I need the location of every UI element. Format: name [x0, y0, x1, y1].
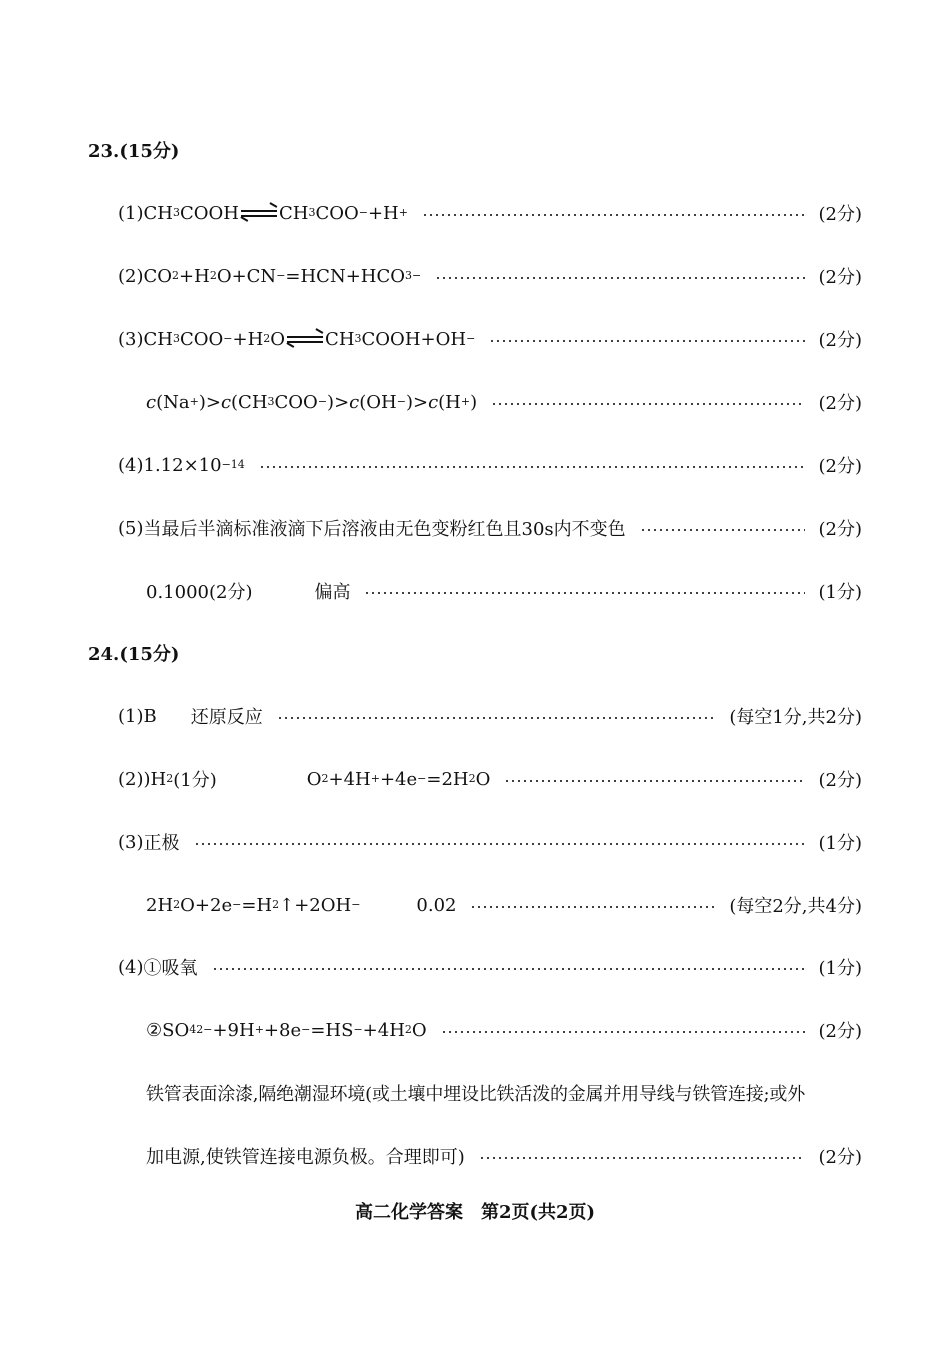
score: (2分) — [818, 456, 862, 477]
q24-part3-answer: (3) 正极 — [118, 831, 180, 854]
dot-leader — [435, 277, 804, 279]
score: (2分) — [818, 1147, 862, 1168]
score: (2分) — [818, 267, 862, 288]
concentration-order: c (Na + )> c (CH 3 COO − )> c (OH − )> c (H + ) — [146, 391, 478, 413]
q24-part3 — [0, 822, 950, 862]
q23-part5-result — [0, 571, 950, 611]
q24-part3-equation — [0, 885, 950, 925]
dot-leader — [470, 906, 715, 908]
score: (1分) — [818, 958, 862, 979]
q23-part3-answer: (3) CH 3 COO − +H 2 O CH 3 COOH+OH − — [118, 328, 476, 350]
q24-heading: 24.(15分) — [88, 644, 180, 665]
q23-part1 — [0, 193, 950, 233]
q24-part1 — [0, 696, 950, 736]
q23-part1-answer: (1) CH 3 COOH CH 3 COO − +H + — [118, 202, 408, 224]
score: (2分) — [818, 1021, 862, 1042]
page-footer: 高二化学答案 第2页(共2页) — [354, 1202, 596, 1223]
q24-part4 — [0, 947, 950, 987]
q24-part3-values: 2H 2 O+2e − =H 2 ↑+2OH − 0.02 — [146, 894, 457, 916]
score: (2分) — [818, 204, 862, 225]
dot-leader — [441, 1031, 805, 1033]
q23-heading: 23.(15分) — [88, 141, 180, 162]
q24-part1-answer: (1)B 还原反应 — [118, 705, 263, 728]
dot-leader — [479, 1157, 805, 1159]
q23-part5-answer: (5) 当最后半滴标准液滴下后溶液由无色变粉红色且30s内不变色 — [118, 517, 626, 540]
dot-leader — [489, 340, 804, 342]
score: (2分) — [818, 393, 862, 414]
score: (每空2分,共4分) — [729, 896, 862, 917]
score: (2分) — [818, 519, 862, 540]
score: (2分) — [818, 770, 862, 791]
q24-part4-answer: (4) ①吸氧 — [118, 956, 198, 979]
dot-leader — [504, 780, 804, 782]
equilibrium-arrow-icon — [287, 333, 323, 345]
dot-leader — [277, 717, 716, 719]
q24-part2-answer: (2)) H 2 (1分) O 2 +4H + +4e − =2H 2 O — [118, 768, 491, 791]
dot-leader — [194, 843, 805, 845]
q24-part4-protection-line1: 铁管表面涂漆,隔绝潮湿环境(或土壤中埋设比铁活泼的金属并用导线与铁管连接;或外 — [146, 1084, 806, 1105]
dot-leader — [422, 214, 805, 216]
q23-part2 — [0, 256, 950, 296]
q24-part2 — [0, 759, 950, 799]
score: (1分) — [818, 833, 862, 854]
q23-part5-values: 0.1000(2分) 偏高 — [146, 582, 351, 603]
dot-leader — [212, 968, 805, 970]
dot-leader — [259, 466, 805, 468]
q23-part3-concentration — [0, 382, 950, 422]
q23-part4-answer: (4) 1.12×10 −14 — [118, 454, 245, 476]
protection-text-end: 加电源,使铁管连接电源负极。合理即可) — [146, 1147, 465, 1168]
dot-leader — [640, 529, 805, 531]
q23-part3 — [0, 319, 950, 359]
q23-part5 — [0, 508, 950, 548]
score: (2分) — [818, 330, 862, 351]
score: (每空1分,共2分) — [729, 707, 862, 728]
q24-part4-protection-line2 — [0, 1136, 950, 1176]
dot-leader — [491, 403, 804, 405]
q23-part4 — [0, 445, 950, 485]
q23-part2-answer: (2) CO 2 +H 2 O+CN − =HCN+HCO 3 − — [118, 265, 422, 287]
dot-leader — [364, 592, 804, 594]
q24-part4b-answer: ② SO 4 2− +9H + +8e − =HS − +4H 2 O — [146, 1019, 427, 1041]
score: (1分) — [818, 582, 862, 603]
equilibrium-arrow-icon — [241, 207, 277, 219]
q24-part4-equation — [0, 1010, 950, 1050]
